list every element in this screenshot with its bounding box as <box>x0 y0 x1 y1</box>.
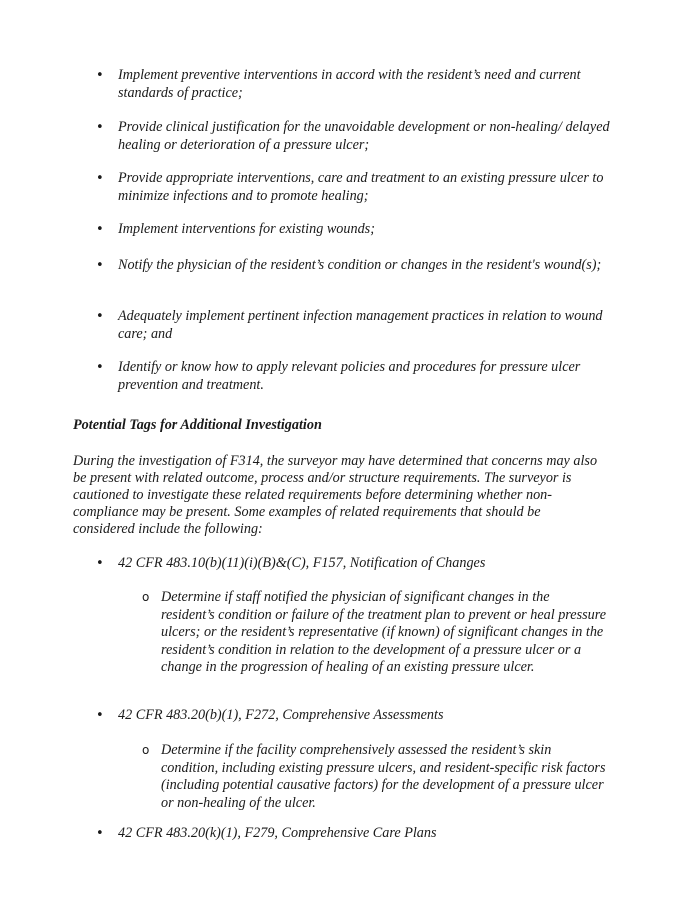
bullet-icon: • <box>96 826 104 841</box>
list-item-text: Adequately implement pertinent infection management practices in relation to wound care; and <box>118 308 603 342</box>
list-item-text: Provide clinical justification for the unavoidable development or non-healing/ delayed healing or deterioration of a pressure ulcer; <box>118 119 610 153</box>
related-tag-citation: 42 CFR 483.20(b)(1), F272, Comprehensive Assessments <box>118 707 444 723</box>
bullet-icon: • <box>96 171 104 186</box>
list-item-text: Identify or know how to apply relevant policies and procedures for pressure ulcer prevention and treatment. <box>118 359 581 393</box>
bullet-icon: • <box>96 258 104 273</box>
sub-list-item-text: Determine if the facility comprehensively assessed the resident’s skin condition, including existing pressure ulcers, and resident-specific risk factors (including potential causative factors) for the development of a pressure ulcer or non-healing of the ulcer. <box>161 742 606 811</box>
bullet-icon: • <box>96 120 104 135</box>
section-heading: Potential Tags for Additional Investigation <box>73 417 322 433</box>
bullet-icon: • <box>96 222 104 237</box>
intro-paragraph: During the investigation of F314, the surveyor may have determined that concerns may also be present with related outcome, process and/or structure requirements. The surveyor is cautioned to investigate these related requirements before determining whether non-compliance may be present. Some examples of related requirements that should be considered include the following: <box>73 453 598 537</box>
list-item-text: Provide appropriate interventions, care and treatment to an existing pressure ulcer to minimize infections and to promote healing; <box>118 170 604 204</box>
bullet-icon: • <box>96 68 104 83</box>
list-item-text: Implement preventive interventions in accord with the resident’s need and current standards of practice; <box>118 67 581 101</box>
related-tag-citation: 42 CFR 483.10(b)(11)(i)(B)&(C), F157, Notification of Changes <box>118 555 486 571</box>
bullet-icon: • <box>96 309 104 324</box>
bullet-icon: • <box>96 708 104 723</box>
list-item-text: Notify the physician of the resident’s condition or changes in the resident's wound(s); <box>118 257 602 273</box>
bullet-icon: • <box>96 556 104 571</box>
sub-list-item-text: Determine if staff notified the physician of significant changes in the resident’s condition or failure of the treatment plan to prevent or heal pressure ulcers; or the resident’s representative (if known) of significant changes in the resident’s condition in relation to the development of a pressure ulcer or a change in the progression of healing of an existing pressure ulcer. <box>161 589 607 675</box>
sub-bullet-icon: o <box>142 743 150 757</box>
bullet-icon: • <box>96 360 104 375</box>
list-item-text: Implement interventions for existing wounds; <box>118 221 375 237</box>
sub-bullet-icon: o <box>142 590 150 604</box>
related-tag-citation: 42 CFR 483.20(k)(1), F279, Comprehensive Care Plans <box>118 825 437 841</box>
